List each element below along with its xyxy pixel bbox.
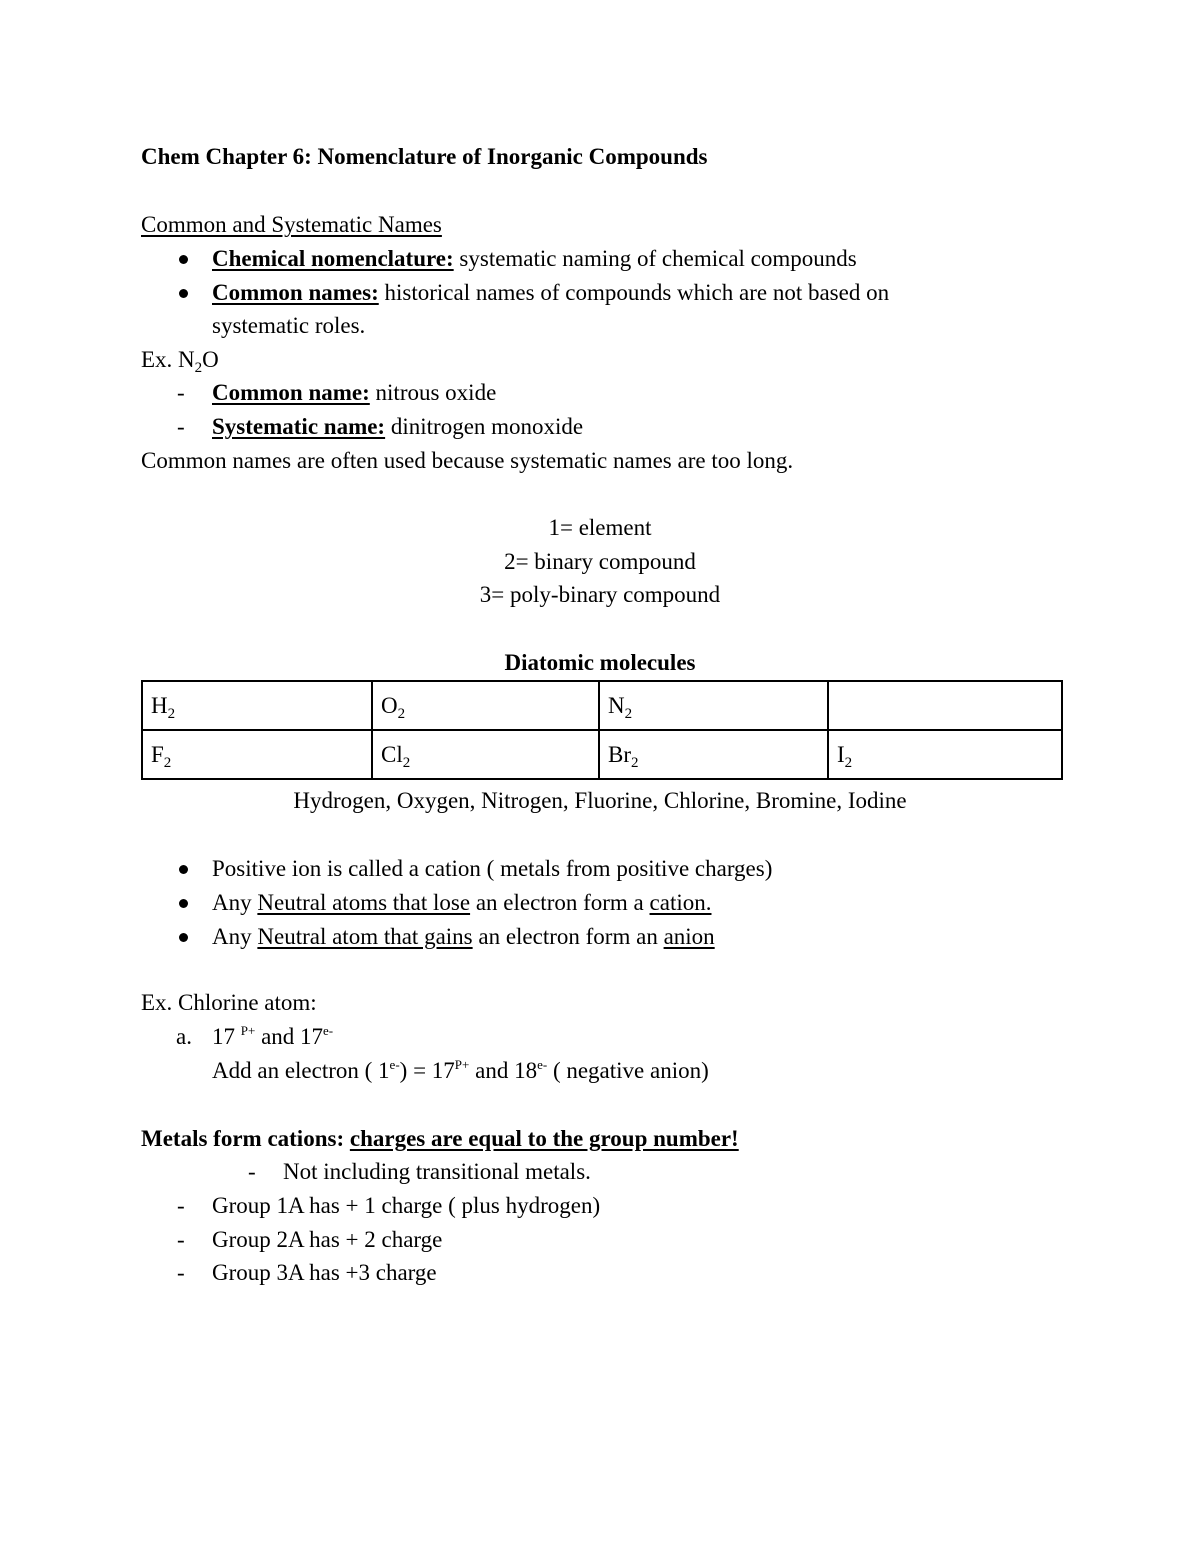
- table-cell: $F_2$: [142, 730, 372, 779]
- bullet-icon: [179, 255, 188, 264]
- transition-metals-note: Not including transitional metals.: [283, 1159, 591, 1184]
- chlorine-line-1: 17 $^{P+}$ and $17^{e-}$: [212, 1023, 334, 1049]
- diatomic-names: Hydrogen, Oxygen, Nitrogen, Fluorine, Chlorine, Bromine, Iodine: [293, 788, 907, 813]
- legend-item: 3= poly-binary compound: [479, 582, 721, 607]
- table-cell: $Cl_2$: [372, 730, 599, 779]
- chlorine-line-2: Add an electron ( $1^{e-}) = 17^{P+}$ and $18^{e-}$ ( negative anion): [212, 1057, 709, 1083]
- table-cell: $N_2$: [599, 681, 828, 730]
- table-cell: $I_2$: [828, 730, 1062, 779]
- table-cell: [828, 681, 1062, 730]
- bullet-common-names-cont: systematic roles.: [212, 313, 366, 338]
- diatomic-heading: Diatomic molecules: [504, 650, 696, 675]
- dash-marker: -: [177, 1193, 185, 1218]
- dash-common-name: Common name: nitrous oxide: [212, 380, 497, 405]
- table-cell: $H_2$: [142, 681, 372, 730]
- table-row: [142, 730, 1062, 779]
- common-names-note: Common names are often used because systematic names are too long.: [141, 448, 794, 473]
- legend-item: 1= element: [548, 515, 652, 540]
- example-n2o: Ex. $N_2O$: [141, 347, 219, 376]
- table-cell: $Br_2$: [599, 730, 828, 779]
- bullet-cation-formation: Any Neutral atoms that lose an electron form a cation.: [212, 890, 712, 915]
- bullet-anion-formation: Any Neutral atom that gains an electron form an anion: [212, 924, 715, 949]
- bullet-icon: [179, 865, 188, 874]
- dash-marker: -: [177, 1260, 185, 1285]
- table-cell: $O_2$: [372, 681, 599, 730]
- dash-marker: -: [177, 414, 185, 439]
- bullet-icon: [179, 933, 188, 942]
- section-heading-names: Common and Systematic Names: [141, 212, 442, 237]
- group-charge-item: Group 1A has + 1 charge ( plus hydrogen): [212, 1193, 601, 1218]
- dash-marker: -: [177, 380, 185, 405]
- bullet-chemical-nomenclature: Chemical nomenclature: systematic naming of chemical compounds: [212, 246, 857, 271]
- page-title: Chem Chapter 6: Nomenclature of Inorganic Compounds: [141, 144, 708, 169]
- dash-systematic-name: Systematic name: dinitrogen monoxide: [212, 414, 584, 439]
- dash-marker: -: [177, 1227, 185, 1252]
- table-row: [142, 681, 1062, 730]
- bullet-icon: [179, 289, 188, 298]
- legend-item: 2= binary compound: [504, 549, 696, 574]
- bullet-common-names: Common names: historical names of compounds which are not based on: [212, 280, 890, 305]
- dash-marker: -: [248, 1159, 256, 1184]
- group-charge-item: Group 2A has + 2 charge: [212, 1227, 443, 1252]
- metals-heading: Metals form cations: charges are equal to the group number!: [141, 1126, 739, 1151]
- list-marker: a.: [176, 1024, 192, 1049]
- chlorine-example-heading: Ex. Chlorine atom:: [141, 990, 317, 1015]
- diatomic-table: [141, 680, 1063, 780]
- bullet-cation-definition: Positive ion is called a cation ( metals from positive charges): [212, 856, 773, 881]
- bullet-icon: [179, 899, 188, 908]
- group-charge-item: Group 3A has +3 charge: [212, 1260, 437, 1285]
